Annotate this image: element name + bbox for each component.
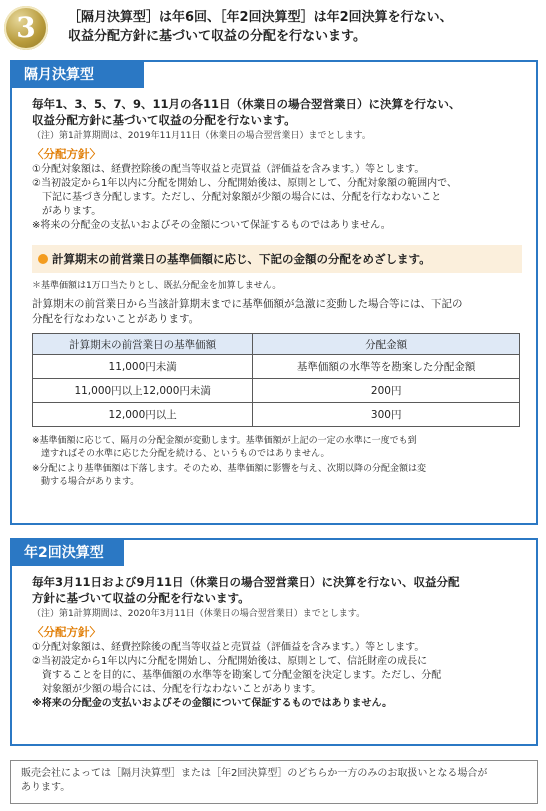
- bimonthly-policy-2: ②当初設定から1年以内に分配を開始し、分配開始後は、原則として、分配対象額の範囲内で、 下記に基づき分配します。ただし、分配対象額が少額の場合には、分配を行なわないこと があります。: [32, 178, 457, 217]
- page-header: [4, 6, 540, 50]
- table-cell: 11,000円以上12,000円未満: [33, 379, 253, 403]
- section-semiannual-body: [12, 566, 536, 717]
- table-header-cell: 分配金額: [253, 334, 520, 355]
- section-bimonthly: [10, 60, 538, 525]
- base-price-note: ＊基準価額は1万口当たりとし、既払分配金を加算しません。: [32, 281, 282, 291]
- table-cell: 200円: [253, 379, 520, 403]
- sudden-change-note: 計算期末の前営業日から当該計算期末までに基準価額が急激に変動した場合等には、下記の 分配を行なわないことがあります。: [32, 298, 463, 325]
- distribution-target-text: 計算期末の前営業日の基準価額に応じ、下記の金額の分配をめざします。: [52, 252, 431, 266]
- semiannual-policy-1: ①分配対象額は、経費控除後の配当等収益と売買益（評価益を含みます。）等とします。: [32, 642, 425, 653]
- section-semiannual: [10, 538, 538, 746]
- table-cell: 11,000円未満: [33, 355, 253, 379]
- section-bimonthly-tag: 隔月決算型: [12, 62, 144, 88]
- distribution-table: [32, 333, 520, 427]
- bullet-dot-icon: [38, 254, 48, 264]
- bimonthly-footnote-2: ※分配により基準価額は下落します。そのため、基準価額に影響を与え、次期以降の分配金額は変 動する場合があります。: [32, 464, 427, 487]
- bimonthly-footnote-1: ※基準価額に応じて、隔月の分配金額が変動します。基準価額が上記の一定の水準に一度でも到 達すればその水準に応じた分配を続ける、というものではありません。: [32, 436, 417, 459]
- bimonthly-policy-title: 〈分配方針〉: [32, 147, 101, 161]
- semiannual-first-period: （注）第1計算期間は、2020年3月11日（休業日の場合翌営業日）までとします。: [32, 609, 366, 619]
- semiannual-policy-2: ②当初設定から1年以内に分配を開始し、分配開始後は、原則として、信託財産の成長に 資することを目的に、基準価額の水準等を勘案して分配金額を決定します。ただし、分配 対象額が少額の場合には、分配を行なわないことがあります。: [32, 656, 442, 695]
- section-semiannual-tag: 年2回決算型: [12, 540, 124, 566]
- semiannual-policy-3: ※将来の分配金の支払いおよびその金額について保証するものではありません。: [32, 698, 393, 709]
- step-number-badge: 3: [4, 6, 48, 50]
- table-cell: 基準価額の水準等を勘案した分配金額: [253, 355, 520, 379]
- section-bimonthly-body: [12, 88, 536, 497]
- distributor-notice: 販売会社によっては［隔月決算型］または［年2回決算型］のどちらか一方のみのお取扱いとなる場合が あります。: [10, 760, 538, 804]
- semiannual-lead: 毎年3月11日および9月11日（休業日の場合翌営業日）に決算を行ない、収益分配 方針に基づいて収益の分配を行ないます。: [32, 575, 460, 605]
- bimonthly-first-period: （注）第1計算期間は、2019年11月11日（休業日の場合翌営業日）までとします。: [32, 131, 371, 141]
- semiannual-policy-title: 〈分配方針〉: [32, 625, 101, 639]
- table-row: [33, 355, 520, 379]
- table-row: [33, 379, 520, 403]
- table-header-cell: 計算期末の前営業日の基準価額: [33, 334, 253, 355]
- bimonthly-policy-1: ①分配対象額は、経費控除後の配当等収益と売買益（評価益を含みます。）等とします。: [32, 164, 425, 175]
- table-cell: 12,000円以上: [33, 403, 253, 427]
- table-row: [33, 403, 520, 427]
- page-title: ［隔月決算型］は年6回、［年2回決算型］は年2回決算を行ない、 収益分配方針に基づいて収益の分配を行ないます。: [68, 10, 453, 44]
- bimonthly-lead: 毎年1、3、5、7、9、11月の各11日（休業日の場合翌営業日）に決算を行ない、 収益分配方針に基づいて収益の分配を行ないます。: [32, 97, 461, 127]
- table-header-row: [33, 334, 520, 355]
- table-cell: 300円: [253, 403, 520, 427]
- distribution-target-banner: [32, 245, 522, 273]
- bimonthly-policy-3: ※将来の分配金の支払いおよびその金額について保証するものではありません。: [32, 220, 391, 231]
